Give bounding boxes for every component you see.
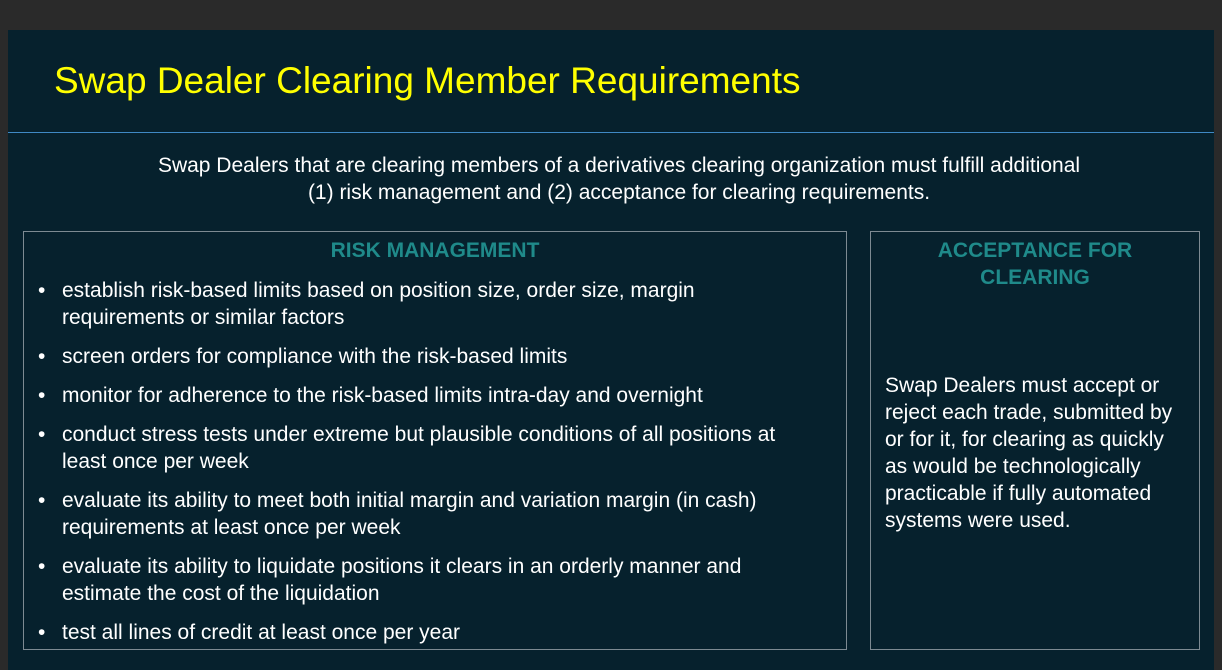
- risk-management-panel: [23, 231, 847, 650]
- list-item: [24, 343, 822, 370]
- bullet-icon: •: [38, 279, 46, 302]
- acceptance-text: Swap Dealers must accept or reject each trade, submitted by or for it, for clearing as quickly as would be technologically practicable if fully automated systems were used.: [885, 374, 1173, 532]
- list-item: [24, 487, 822, 541]
- intro-line-1: Swap Dealers that are clearing members of a derivatives clearing organization must fulfill additional: [157, 154, 1081, 177]
- slide-title: Swap Dealer Clearing Member Requirements: [54, 60, 801, 101]
- list-item: [24, 553, 822, 607]
- list-item-text: evaluate its ability to meet both initial margin and variation margin (in cash) requirements at least once per week: [62, 489, 757, 539]
- bullet-icon: •: [38, 345, 46, 368]
- bullet-icon: •: [38, 423, 46, 446]
- list-item: [24, 382, 822, 409]
- risk-management-list: [24, 277, 822, 658]
- list-item-text: evaluate its ability to liquidate positions it clears in an orderly manner and estimate the cost of the liquidation: [62, 555, 742, 605]
- acceptance-panel: [870, 231, 1200, 650]
- bullet-icon: •: [38, 621, 46, 644]
- list-item-text: conduct stress tests under extreme but plausible conditions of all positions at least once per week: [62, 423, 776, 473]
- bullet-icon: •: [38, 489, 46, 512]
- list-item: [24, 619, 822, 646]
- list-item: [24, 421, 822, 475]
- list-item-text: establish risk-based limits based on position size, order size, margin requirements or similar factors: [62, 279, 695, 329]
- risk-management-heading: RISK MANAGEMENT: [330, 239, 540, 262]
- acceptance-heading: [871, 237, 1199, 291]
- intro-line-2: (1) risk management and (2) acceptance for clearing requirements.: [307, 181, 931, 204]
- bullet-icon: •: [38, 555, 46, 578]
- intro-text: [8, 152, 1222, 206]
- acceptance-heading-line-1: ACCEPTANCE FOR: [937, 239, 1133, 262]
- title-divider: [8, 132, 1214, 133]
- list-item-text: test all lines of credit at least once per year: [62, 621, 461, 644]
- list-item: [24, 277, 822, 331]
- acceptance-heading-line-2: CLEARING: [980, 266, 1090, 289]
- bullet-icon: •: [38, 384, 46, 407]
- slide: [8, 30, 1214, 670]
- list-item-text: monitor for adherence to the risk-based limits intra-day and overnight: [62, 384, 703, 407]
- list-item-text: screen orders for compliance with the risk-based limits: [62, 345, 568, 368]
